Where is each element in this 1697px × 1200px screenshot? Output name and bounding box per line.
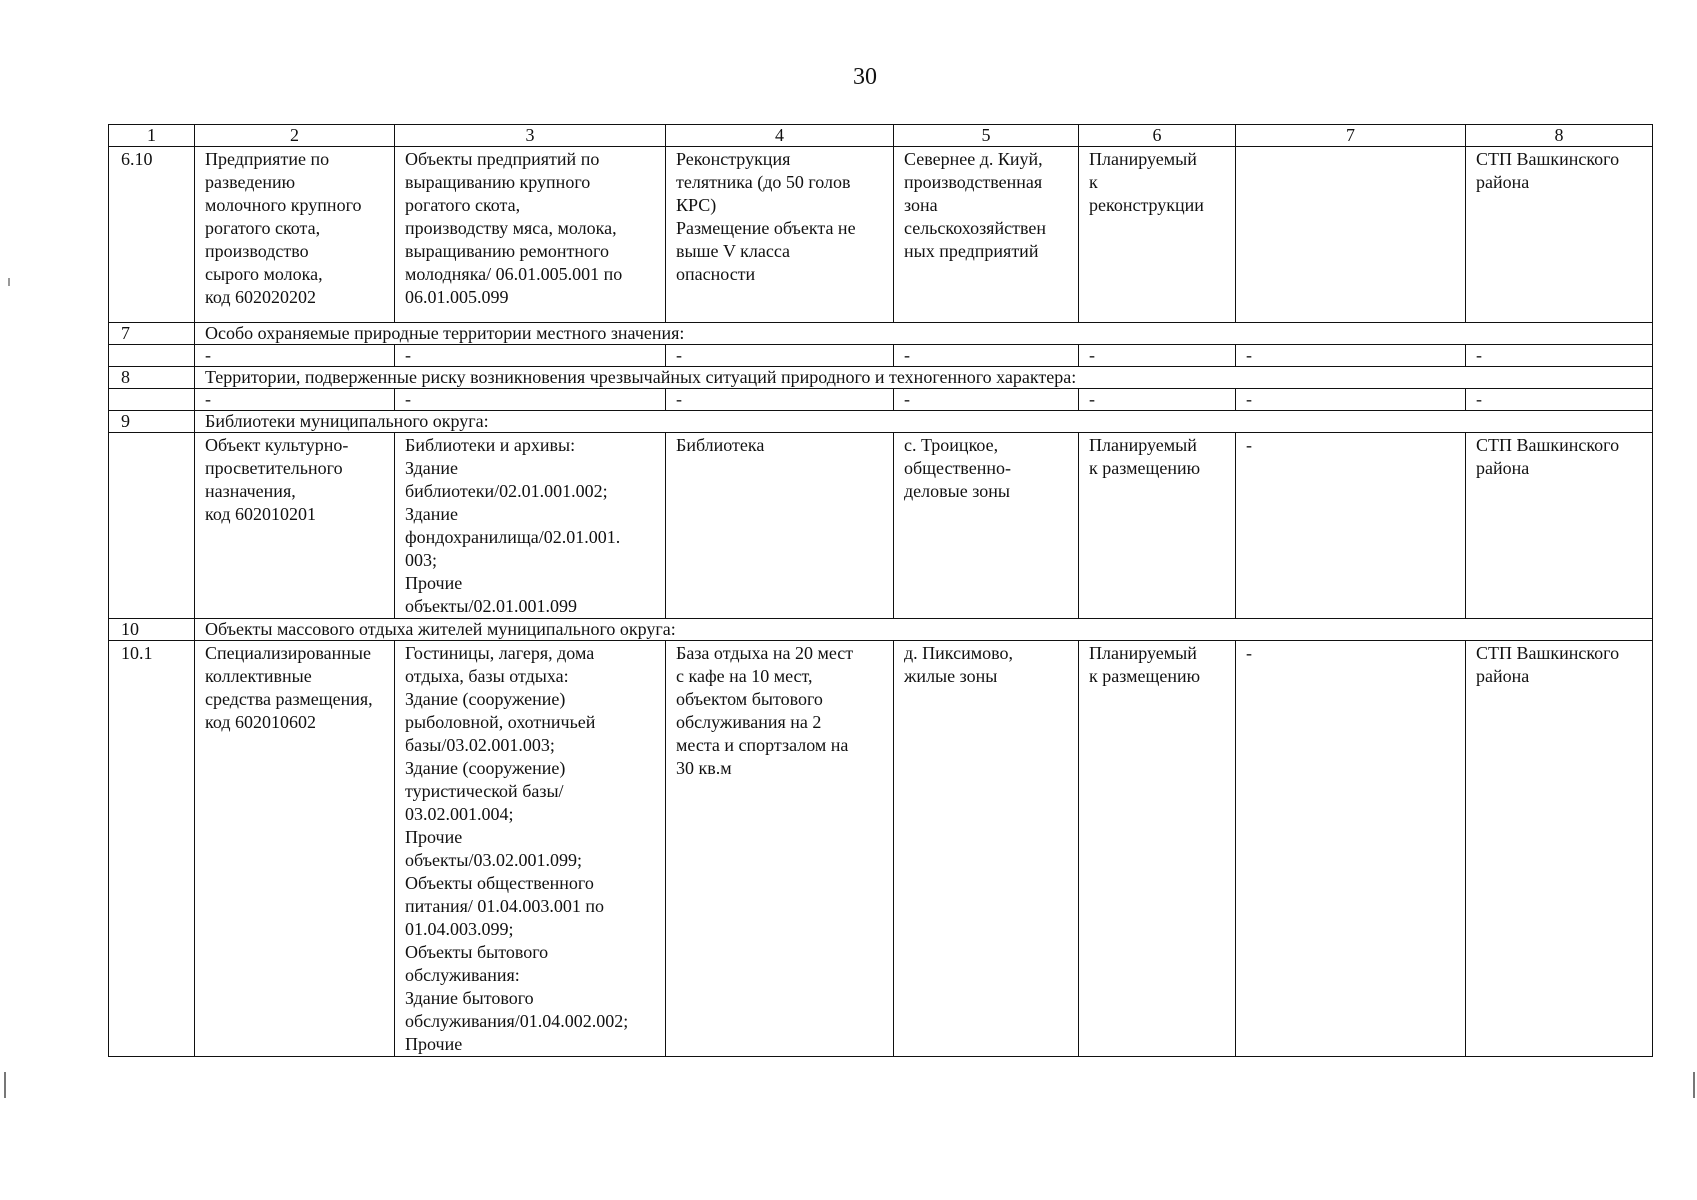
cell-dash: - xyxy=(1079,345,1236,367)
column-header: 3 xyxy=(395,125,666,147)
cell-text: с. Троицкое, общественно- деловые зоны xyxy=(904,435,1011,501)
section-number: 9 xyxy=(109,411,195,433)
cell-status xyxy=(1079,433,1236,619)
section-row xyxy=(109,323,1653,345)
cell-description xyxy=(666,641,894,1057)
cell-dash: - xyxy=(1079,389,1236,411)
cell-col7: - xyxy=(1236,641,1466,1057)
cell-status xyxy=(1079,641,1236,1057)
section-title: Библиотеки муниципального округа: xyxy=(195,411,1653,433)
table-row xyxy=(109,433,1653,619)
section-number: 10 xyxy=(109,619,195,641)
column-header: 7 xyxy=(1236,125,1466,147)
cell-text: СТП Вашкинского района xyxy=(1476,643,1620,686)
cell-text: Библиотеки и архивы: Здание библиотеки/02.01.001.002; Здание фондохранилища/02.01.001. 003; Прочие объекты/02.01.001.099 xyxy=(405,435,621,616)
cell-empty xyxy=(109,345,195,367)
left-margin-tick xyxy=(4,1072,6,1098)
section-row xyxy=(109,619,1653,641)
cell-empty xyxy=(109,433,195,619)
page-number: 30 xyxy=(853,64,877,90)
cell-dash: - xyxy=(894,389,1079,411)
cell-dash: - xyxy=(395,389,666,411)
cell-col7 xyxy=(1236,147,1466,323)
cell-object-class xyxy=(395,433,666,619)
cell-text: Специализированные коллективные средства размещения, код 602010602 xyxy=(205,643,373,732)
cell-dash: - xyxy=(666,345,894,367)
cell-dash: - xyxy=(195,389,395,411)
section-row xyxy=(109,411,1653,433)
cell-dash: - xyxy=(1466,345,1653,367)
cell-source xyxy=(1466,641,1653,1057)
cell-text: Объект культурно- просветительного назначения, код 602010201 xyxy=(205,435,349,524)
cell-object-type xyxy=(195,147,395,323)
cell-dash: - xyxy=(666,389,894,411)
cell-source xyxy=(1466,433,1653,619)
cell-location xyxy=(894,641,1079,1057)
cell-location xyxy=(894,433,1079,619)
column-header: 6 xyxy=(1079,125,1236,147)
table-row xyxy=(109,641,1653,1057)
row-number: 10.1 xyxy=(109,641,195,1057)
cell-text: Реконструкция телятника (до 50 голов КРС) Размещение объекта не выше V класса опасности xyxy=(676,149,856,284)
cell-text: д. Пиксимово, жилые зоны xyxy=(904,643,1013,686)
cell-col7: - xyxy=(1236,433,1466,619)
cell-location xyxy=(894,147,1079,323)
cell-text: База отдыха на 20 мест с кафе на 10 мест, объектом бытового обслуживания на 2 места и спортзалом на 30 кв.м xyxy=(676,643,854,778)
cell-text: Предприятие по разведению молочного крупного рогатого скота, производство сырого молока, код 602020202 xyxy=(205,149,362,307)
cell-text: Планируемый к реконструкции xyxy=(1089,149,1204,215)
cell-description xyxy=(666,147,894,323)
column-header: 4 xyxy=(666,125,894,147)
cell-description xyxy=(666,433,894,619)
section-number: 8 xyxy=(109,367,195,389)
cell-text: Объекты предприятий по выращиванию крупного рогатого скота, производству мяса, молока, выращиванию ремонтного молодняка/ 06.01.005.001 по 06.01.005.099 xyxy=(405,149,623,307)
cell-empty xyxy=(109,389,195,411)
cell-dash: - xyxy=(195,345,395,367)
cell-text: Библиотека xyxy=(676,435,765,455)
cell-text: Гостиницы, лагеря, дома отдыха, базы отдыха: Здание (сооружение) рыболовной, охотничьей базы/03.02.001.003; Здание (сооружение) туристической базы/ 03.02.001.004; Прочие объекты/03.02.001.099; Объекты общественного питания/ 01.04.003.001 по 01.04.003.099; Объекты бытового обслуживания: Здание бытового обслуживания/01.04.002.002; Прочие xyxy=(405,643,629,1054)
cell-text: Севернее д. Киуй, производственная зона сельскохозяйствен ных предприятий xyxy=(904,149,1046,261)
empty-row xyxy=(109,389,1653,411)
right-margin-tick xyxy=(1693,1072,1695,1098)
row-number: 6.10 xyxy=(109,147,195,323)
cell-dash: - xyxy=(395,345,666,367)
table-header-row xyxy=(109,125,1653,147)
cell-text: Планируемый к размещению xyxy=(1089,435,1201,478)
section-title: Особо охраняемые природные территории местного значения: xyxy=(195,323,1653,345)
column-header: 1 xyxy=(109,125,195,147)
cell-source xyxy=(1466,147,1653,323)
empty-row xyxy=(109,345,1653,367)
section-title: Объекты массового отдыха жителей муниципального округа: xyxy=(195,619,1653,641)
cell-dash: - xyxy=(1236,389,1466,411)
cell-object-type xyxy=(195,433,395,619)
section-number: 7 xyxy=(109,323,195,345)
column-header: 8 xyxy=(1466,125,1653,147)
cell-dash: - xyxy=(1236,345,1466,367)
cell-text: СТП Вашкинского района xyxy=(1476,435,1620,478)
column-header: 5 xyxy=(894,125,1079,147)
planning-objects-table xyxy=(108,124,1653,1057)
table-row xyxy=(109,147,1653,323)
section-title: Территории, подверженные риску возникновения чрезвычайных ситуаций природного и техногенного характера: xyxy=(195,367,1653,389)
column-header: 2 xyxy=(195,125,395,147)
left-margin-tick xyxy=(8,278,10,286)
cell-object-class xyxy=(395,147,666,323)
cell-text: СТП Вашкинского района xyxy=(1476,149,1620,192)
cell-object-type xyxy=(195,641,395,1057)
cell-status xyxy=(1079,147,1236,323)
cell-text: Планируемый к размещению xyxy=(1089,643,1201,686)
section-row xyxy=(109,367,1653,389)
cell-object-class xyxy=(395,641,666,1057)
cell-dash: - xyxy=(1466,389,1653,411)
cell-dash: - xyxy=(894,345,1079,367)
